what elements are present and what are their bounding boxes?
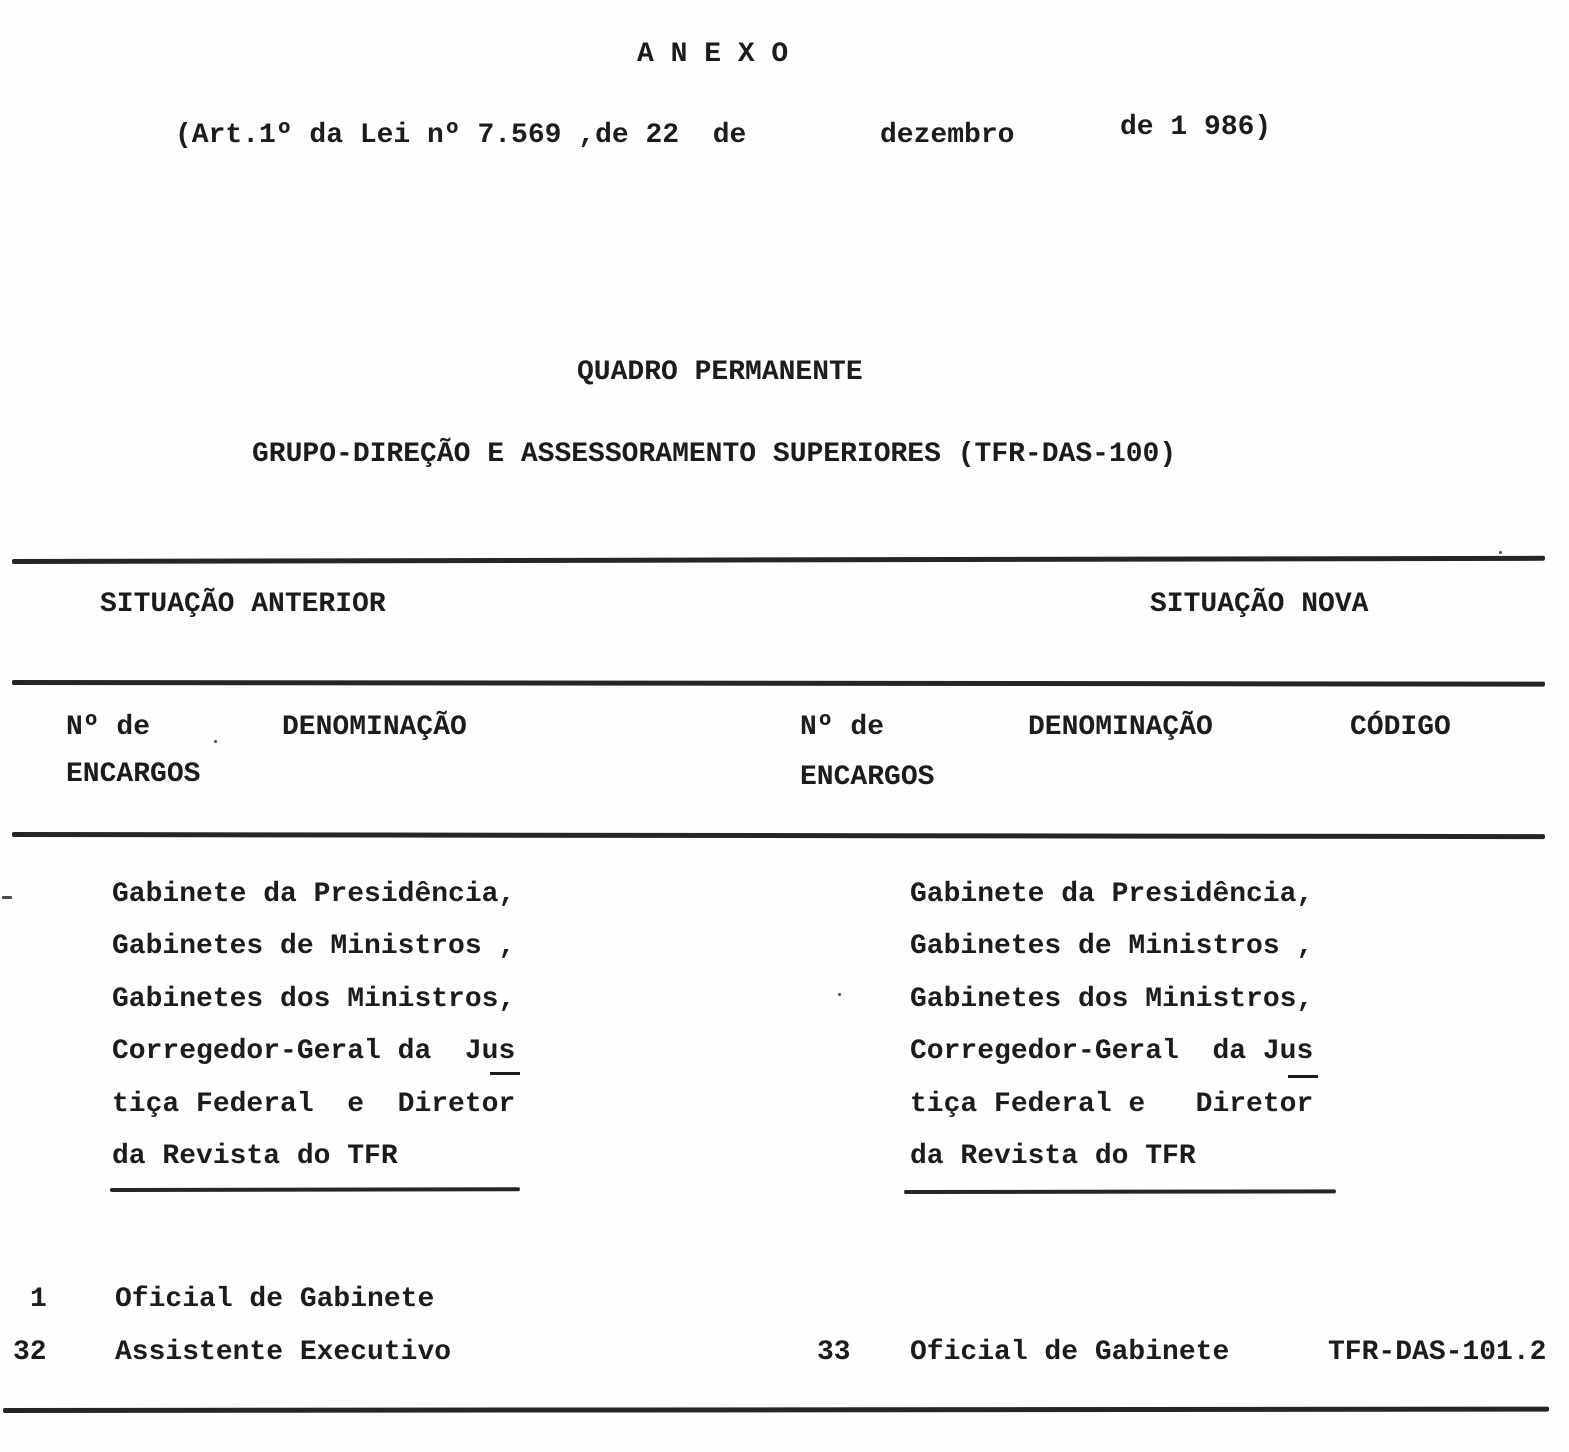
quadro-permanente-title: QUADRO PERMANENTE bbox=[577, 357, 863, 388]
org-block-line: da Revista do TFR bbox=[910, 1140, 1196, 1172]
jus-syllable-underline-left bbox=[490, 1072, 520, 1075]
org-unit-block-right bbox=[910, 869, 1313, 1183]
column-header-separator-rule bbox=[12, 832, 1545, 839]
left-encargos-header-line1: Nº de bbox=[66, 712, 151, 743]
codigo-header: CÓDIGO bbox=[1350, 712, 1451, 743]
row2-left-denominacao: Assistente Executivo bbox=[115, 1337, 452, 1368]
scan-noise-dash bbox=[2, 896, 12, 899]
situacao-anterior-header: SITUAÇÃO ANTERIOR bbox=[100, 589, 386, 620]
org-block-line: Gabinetes de Ministros , bbox=[910, 931, 1314, 963]
org-block-line: Gabinetes dos Ministros, bbox=[910, 983, 1314, 1015]
grupo-direcao-title: GRUPO-DIREÇÃO E ASSESSORAMENTO SUPERIORES (TFR-DAS-100) bbox=[252, 439, 1177, 470]
annex-title: A N E X O bbox=[637, 39, 789, 70]
row1-left-denominacao: Oficial de Gabinete bbox=[115, 1284, 435, 1315]
right-encargos-header-line1: Nº de bbox=[800, 712, 885, 743]
org-block-line: Gabinete da Presidência, bbox=[910, 879, 1314, 910]
situacao-nova-header: SITUAÇÃO NOVA bbox=[1150, 589, 1369, 620]
law-reference-year: de 1 986) bbox=[1120, 112, 1272, 143]
law-reference-part1: (Art.1º da Lei nº 7.569 ,de 22 de bbox=[175, 120, 747, 151]
right-encargos-header-line2: ENCARGOS bbox=[800, 762, 935, 793]
org-block-line: tiça Federal e Diretor bbox=[112, 1088, 516, 1120]
scan-noise-dot bbox=[1499, 551, 1502, 554]
group-header-separator-rule bbox=[12, 680, 1545, 687]
org-block-line: Gabinetes de Ministros , bbox=[112, 931, 516, 963]
left-encargos-header-line2: ENCARGOS bbox=[66, 759, 201, 790]
table-bottom-rule bbox=[3, 1407, 1549, 1413]
org-block-line: Corregedor-Geral da Jus bbox=[910, 1036, 1314, 1068]
row2-right-encargos: 33 bbox=[817, 1337, 851, 1368]
org-unit-block-left bbox=[112, 869, 515, 1183]
org-block-line: Corregedor-Geral da Jus bbox=[112, 1036, 516, 1068]
org-block-line: Gabinete da Presidência, bbox=[112, 879, 516, 910]
org-block-underline-right bbox=[904, 1189, 1336, 1194]
left-denominacao-header: DENOMINAÇÃO bbox=[282, 712, 467, 743]
law-reference-month: dezembro bbox=[880, 120, 1015, 151]
row2-right-denominacao: Oficial de Gabinete bbox=[910, 1337, 1230, 1368]
org-block-line: da Revista do TFR bbox=[112, 1140, 398, 1172]
scan-noise-dot bbox=[214, 740, 217, 743]
org-block-line: tiça Federal e Diretor bbox=[910, 1088, 1314, 1120]
right-denominacao-header: DENOMINAÇÃO bbox=[1028, 712, 1213, 743]
org-block-underline-left bbox=[110, 1187, 520, 1192]
org-block-line: Gabinetes dos Ministros, bbox=[112, 983, 516, 1015]
scan-noise-dot bbox=[838, 993, 841, 996]
row2-codigo: TFR-DAS-101.2 bbox=[1328, 1337, 1547, 1368]
jus-syllable-underline-right bbox=[1288, 1075, 1318, 1078]
row1-left-encargos: 1 bbox=[30, 1284, 47, 1315]
table-top-rule bbox=[12, 556, 1545, 564]
row2-left-encargos: 32 bbox=[13, 1337, 47, 1368]
